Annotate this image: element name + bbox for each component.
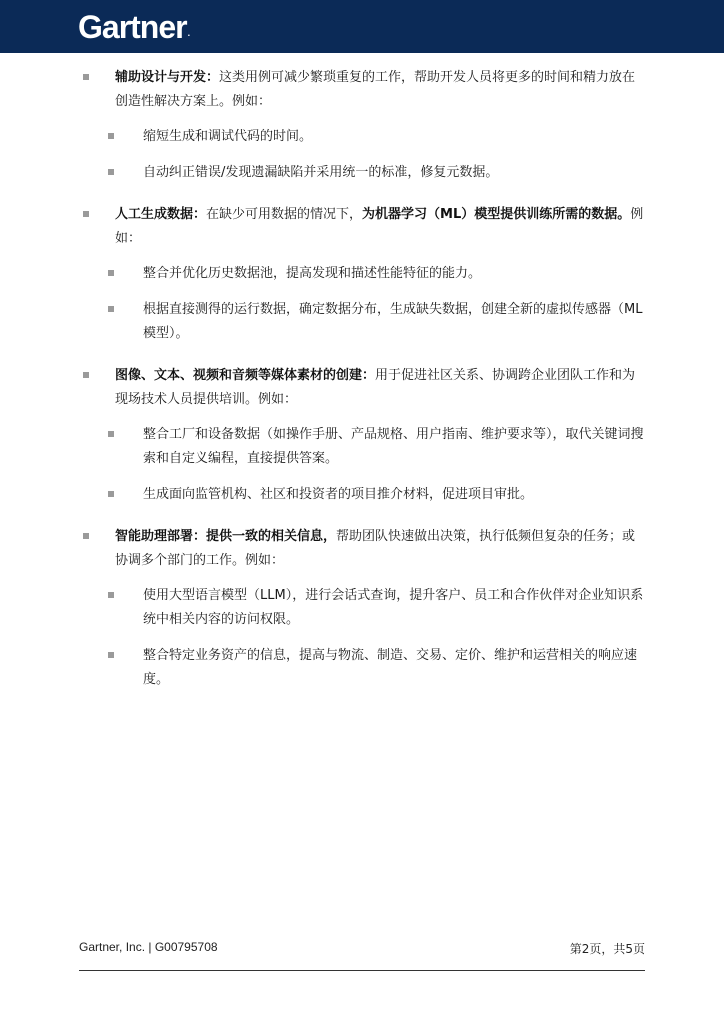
section-title: 图像、文本、视频和音频等媒体素材的创建： bbox=[115, 368, 376, 383]
bullet-square-icon bbox=[108, 652, 114, 658]
sub-item-text: 生成面向监管机构、社区和投资者的项目推介材料，促进项目审批。 bbox=[143, 487, 534, 502]
sub-item-text: 缩短生成和调试代码的时间。 bbox=[143, 129, 313, 144]
bullet-square-icon bbox=[108, 431, 114, 437]
bullet-square-icon bbox=[83, 74, 89, 80]
footer-page-number: 第2页，共5页 bbox=[569, 942, 645, 956]
section-intro: 这类用例可减少繁琐重复的工作，帮助开发人员将更多的时间和精力放在创造性解决方案上。例如： bbox=[115, 70, 636, 109]
section-intro: 用于促进社区关系、协调跨企业团队工作和为现场技术人员提供培训。例如： bbox=[115, 368, 636, 407]
bullet-square-icon bbox=[108, 491, 114, 497]
sub-item-text: 自动纠正错误/发现遗漏缺陷并采用统一的标准，修复元数据。 bbox=[143, 165, 499, 180]
sub-item-text: 使用大型语言模型（LLM），进行会话式查询，提升客户、员工和合作伙伴对企业知识系统中相关内容的访问权限。 bbox=[143, 588, 644, 627]
sub-item bbox=[0, 423, 646, 471]
sub-item bbox=[0, 483, 646, 507]
section-item bbox=[0, 364, 646, 412]
sub-item-text: 整合特定业务资产的信息，提高与物流、制造、交易、定价、维护和运营相关的响应速度。 bbox=[143, 648, 638, 687]
page-header bbox=[0, 0, 724, 53]
sub-item-text: 整合工厂和设备数据（如操作手册、产品规格、用户指南、维护要求等），取代关键词搜索和自定义编程，直接提供答案。 bbox=[143, 427, 644, 466]
sub-item bbox=[0, 161, 646, 185]
gartner-logo bbox=[78, 7, 190, 53]
document-body bbox=[0, 66, 724, 692]
sub-item bbox=[0, 298, 646, 346]
logo-text: Gartner bbox=[78, 9, 187, 45]
logo-mark: . bbox=[187, 28, 191, 38]
section-intro-bold: 为机器学习（ML）模型提供训练所需的数据。 bbox=[362, 207, 631, 222]
section-title: 人工生成数据： bbox=[115, 207, 207, 222]
section-intro: 在缺少可用数据的情况下， bbox=[206, 207, 363, 222]
footer-doc-id: Gartner, Inc. | G00795708 bbox=[79, 940, 218, 954]
sub-item bbox=[0, 644, 646, 692]
bullet-square-icon bbox=[83, 372, 89, 378]
bullet-square-icon bbox=[108, 306, 114, 312]
bullet-square-icon bbox=[108, 169, 114, 175]
section-title-bold-2: 提供一致的相关信息， bbox=[206, 529, 337, 544]
sub-item bbox=[0, 584, 646, 632]
bullet-square-icon bbox=[108, 133, 114, 139]
section-intro: 帮助团队快速做出决策，执行低频但复杂的任务；或协调多个部门的工作。例如： bbox=[115, 529, 636, 568]
section-title: 智能助理部署： bbox=[115, 529, 207, 544]
sub-item-text: 整合并优化历史数据池，提高发现和描述性能特征的能力。 bbox=[143, 266, 482, 281]
sub-item bbox=[0, 125, 646, 149]
sub-item-text: 根据直接测得的运行数据，确定数据分布，生成缺失数据，创建全新的虚拟传感器（ML模型）。 bbox=[143, 302, 643, 341]
section-item bbox=[0, 203, 646, 251]
sub-item bbox=[0, 262, 646, 286]
bullet-square-icon bbox=[83, 211, 89, 217]
bullet-square-icon bbox=[83, 533, 89, 539]
section-title: 辅助设计与开发： bbox=[115, 70, 220, 85]
section-item bbox=[0, 525, 646, 573]
section-item bbox=[0, 66, 646, 114]
section-intro-tail: 例如： bbox=[115, 207, 644, 246]
bullet-square-icon bbox=[108, 270, 114, 276]
bullet-square-icon bbox=[108, 592, 114, 598]
footer-divider bbox=[79, 970, 645, 971]
